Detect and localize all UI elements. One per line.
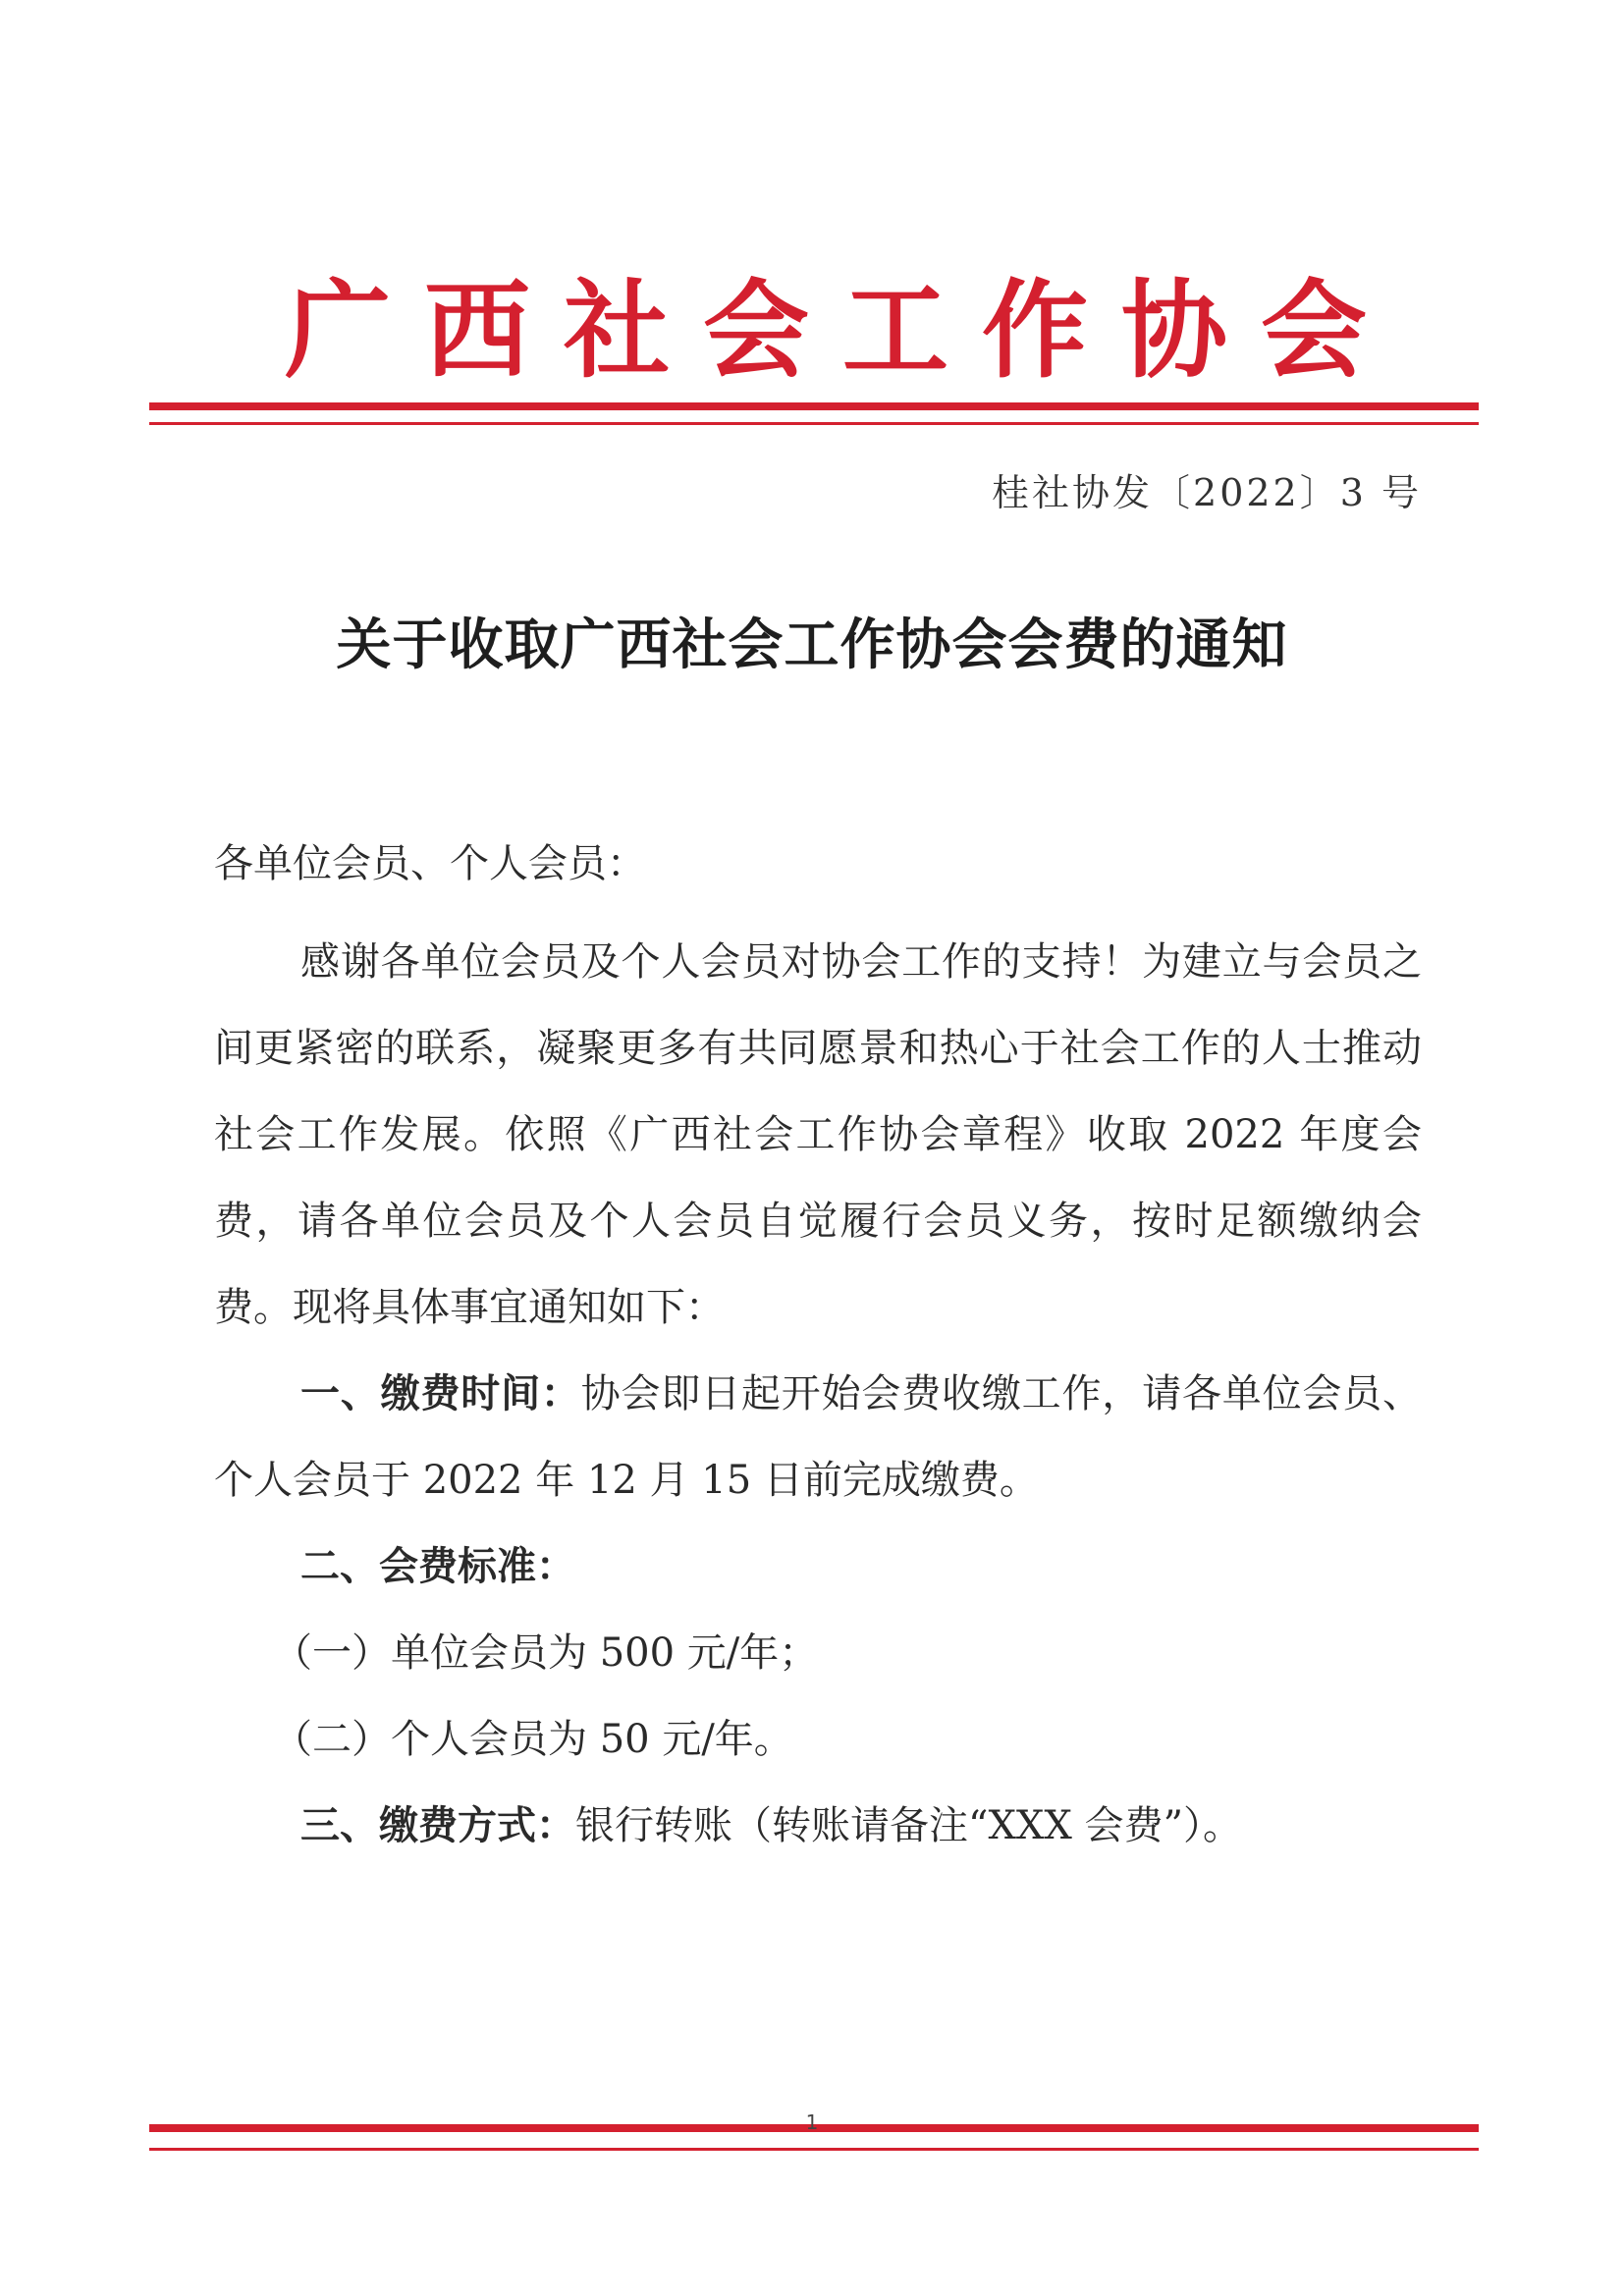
salutation: 各单位会员、个人会员：	[214, 841, 646, 886]
document-body	[214, 821, 1422, 1869]
standard-item-unit: （一）单位会员为 500 元/年；	[273, 1630, 819, 1676]
section-time	[214, 1351, 1422, 1523]
section-time-text: 协会即日起开始会费收缴工作，请各单位会员、个人会员于 2022 年 12 月 15 日前完成缴费。	[214, 1371, 1423, 1503]
section-method	[214, 1783, 1422, 1869]
letterhead-rule-thick	[149, 402, 1479, 410]
intro-paragraph: 感谢各单位会员及个人会员对协会工作的支持！为建立与会员之间更紧密的联系，凝聚更多有共同愿景和热心于社会工作的人士推动社会工作发展。依照《广西社会工作协会章程》收取 2022 年度会费，请各单位会员及个人会员自觉履行会员义务，按时足额缴纳会费。现将具体事宜通知如下：	[214, 939, 1422, 1330]
document-title: 关于收取广西社会工作协会会费的通知	[336, 614, 1288, 677]
section-method-text: 银行转账（转账请备注“XXX 会费”）。	[575, 1803, 1243, 1848]
standard-item-individual: （二）个人会员为 50 元/年。	[273, 1717, 793, 1762]
section-method-heading: 三、缴费方式：	[300, 1803, 575, 1848]
footer-rule-thin	[149, 2148, 1479, 2151]
section-standard-heading: 二、会费标准：	[300, 1544, 575, 1589]
organization-letterhead: 广西社会工作协会	[285, 269, 1401, 393]
letterhead-rule-thin	[149, 422, 1479, 425]
section-time-heading: 一、缴费时间：	[300, 1371, 581, 1416]
page-number: 1	[805, 2110, 819, 2134]
document-number: 桂社协发〔2022〕3 号	[992, 471, 1422, 514]
